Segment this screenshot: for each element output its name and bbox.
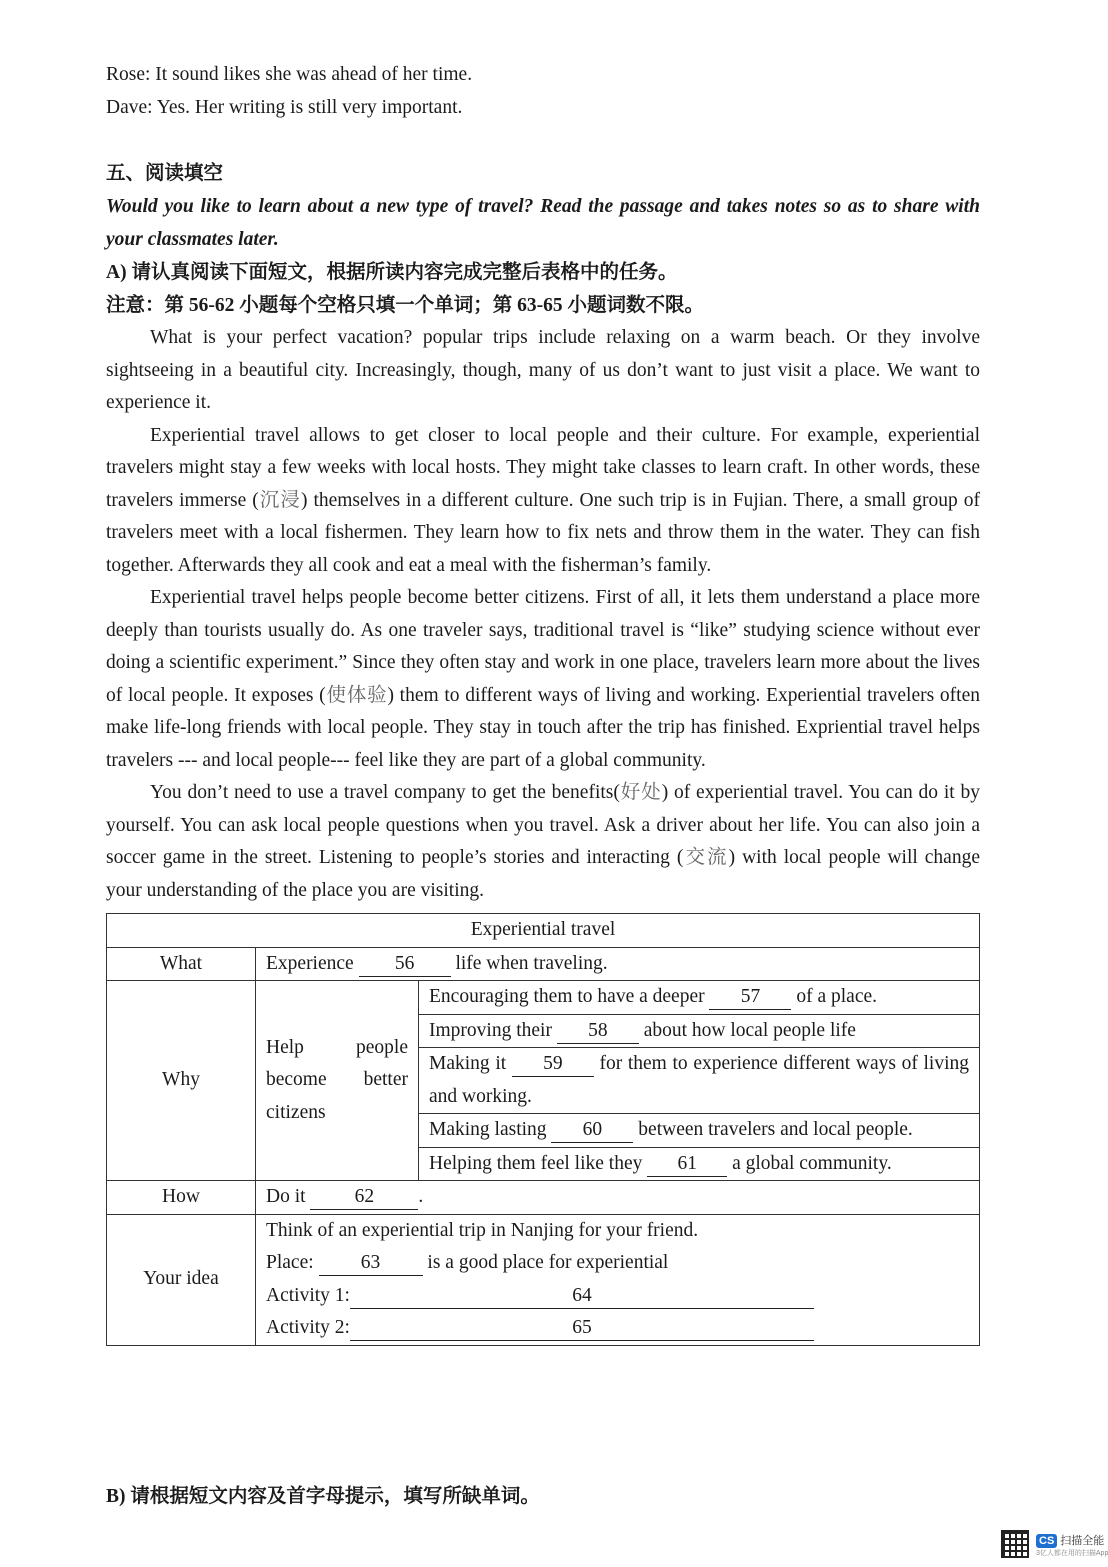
idea-place-line: Place: 63 is a good place for experiential bbox=[266, 1247, 969, 1280]
table-title: Experiential travel bbox=[107, 914, 980, 948]
blank-62[interactable]: 62 bbox=[310, 1185, 418, 1210]
how-cell: Do it 62 . bbox=[256, 1181, 980, 1215]
why-row-3: Making it 59 for them to experience different ways of living and working. bbox=[419, 1048, 980, 1114]
passage-paragraph-4: You don’t need to use a travel company to get the benefits(好处) of experiential travel. You can do it by yourself. You can ask local people questions when you travel. Ask a driver about her life. You can also join a soccer game in the street. Listening to people’s stories and interacting (交流) with local people will change your understanding of the place you are visiting. bbox=[106, 782, 980, 901]
blank-60[interactable]: 60 bbox=[551, 1118, 633, 1143]
why-row-5: Helping them feel like they 61 a global community. bbox=[419, 1147, 980, 1181]
task-b-instruction: B) 请根据短文内容及首字母提示，填写所缺单词。 bbox=[106, 1486, 540, 1507]
blank-61[interactable]: 61 bbox=[647, 1152, 727, 1177]
chinese-gloss: 交流 bbox=[683, 847, 729, 868]
how-label: How bbox=[107, 1181, 256, 1215]
dialogue-line-2: Dave: Yes. Her writing is still very important. bbox=[106, 97, 463, 118]
blank-64[interactable]: 64 bbox=[350, 1284, 814, 1309]
blank-58[interactable]: 58 bbox=[557, 1019, 639, 1044]
chinese-gloss: 使体验 bbox=[325, 684, 388, 706]
blank-63[interactable]: 63 bbox=[319, 1251, 423, 1276]
your-idea-label: Your idea bbox=[107, 1214, 256, 1345]
idea-intro: Think of an experiential trip in Nanjing for your friend. bbox=[266, 1219, 699, 1241]
qr-code-icon bbox=[1001, 1530, 1029, 1558]
dialogue-line-1: Rose: It sound likes she was ahead of her time. bbox=[106, 64, 473, 85]
why-row-2: Improving their 58 about how local people life bbox=[419, 1014, 980, 1048]
passage-paragraph-3: Experiential travel helps people become better citizens. First of all, it lets them understand a place more deeply than tourists usually do. As one traveler says, traditional travel is “like” studying science without ever doing a scientific experiment.” Since they often stay and work in one place, travelers learn more about the lives of local people. It exposes (使体验) them to different ways of living and working. Experiential travelers often make life-long friends with local people. They stay in touch after the trip has finished. Expriential travel helps travelers --- and local people--- feel like they are part of a global community. bbox=[106, 587, 980, 771]
your-idea-cell bbox=[256, 1214, 980, 1345]
what-cell: Experience 56 life when traveling. bbox=[256, 947, 980, 981]
chinese-gloss: 好处 bbox=[619, 782, 662, 803]
worksheet-page bbox=[106, 58, 980, 1346]
idea-activity-1: Activity 1: 64 bbox=[266, 1280, 969, 1313]
why-row-4: Making lasting 60 between travelers and local people. bbox=[419, 1114, 980, 1148]
passage-paragraph-1: What is your perfect vacation? popular trips include relaxing on a warm beach. Or they involve sightseeing in a beautiful city. Increasingly, though, many of us don’t want to just visit a place. We want to experience it. bbox=[106, 327, 980, 413]
section-title: 五、阅读填空 bbox=[106, 163, 224, 184]
instruction: Would you like to learn about a new type of travel? Read the passage and takes notes so as to share with your classmates later. bbox=[106, 196, 980, 250]
blank-57[interactable]: 57 bbox=[709, 985, 791, 1010]
why-label: Why bbox=[107, 981, 256, 1181]
why-row-1: Encouraging them to have a deeper 57 of a place. bbox=[419, 981, 980, 1015]
scanner-subtitle: 3亿人都在用的扫描App bbox=[1036, 1550, 1108, 1557]
task-a-instruction: A) 请认真阅读下面短文，根据所读内容完成完整后表格中的任务。 bbox=[106, 262, 678, 283]
why-middle-cell: Help people become better citizens bbox=[256, 981, 419, 1181]
chinese-gloss: 沉浸 bbox=[258, 489, 301, 511]
experiential-travel-table bbox=[106, 913, 980, 1346]
passage-paragraph-2: Experiential travel allows to get closer to local people and their culture. For example, experiential travelers might stay a few weeks with local hosts. They might take classes to learn craft. In other words, these travelers immerse (沉浸) themselves in a different culture. One such trip is in Fujian. There, a small group of travelers meet with a local fishermen. They learn how to fix nets and throw them in the water. They can fish together. Afterwards they all cook and eat a meal with the fisherman’s family. bbox=[106, 424, 980, 576]
note: 注意：第 56-62 小题每个空格只填一个单词；第 63-65 小题词数不限。 bbox=[106, 295, 704, 316]
blank-65[interactable]: 65 bbox=[350, 1316, 814, 1341]
idea-activity-2: Activity 2: 65 bbox=[266, 1312, 969, 1345]
camscanner-icon: CS bbox=[1036, 1534, 1057, 1548]
blank-56[interactable]: 56 bbox=[359, 952, 451, 977]
blank-59[interactable]: 59 bbox=[512, 1052, 594, 1077]
what-label: What bbox=[107, 947, 256, 981]
scanner-logo: CS 扫描全能 3亿人都在用的扫描App bbox=[1036, 1535, 1108, 1557]
